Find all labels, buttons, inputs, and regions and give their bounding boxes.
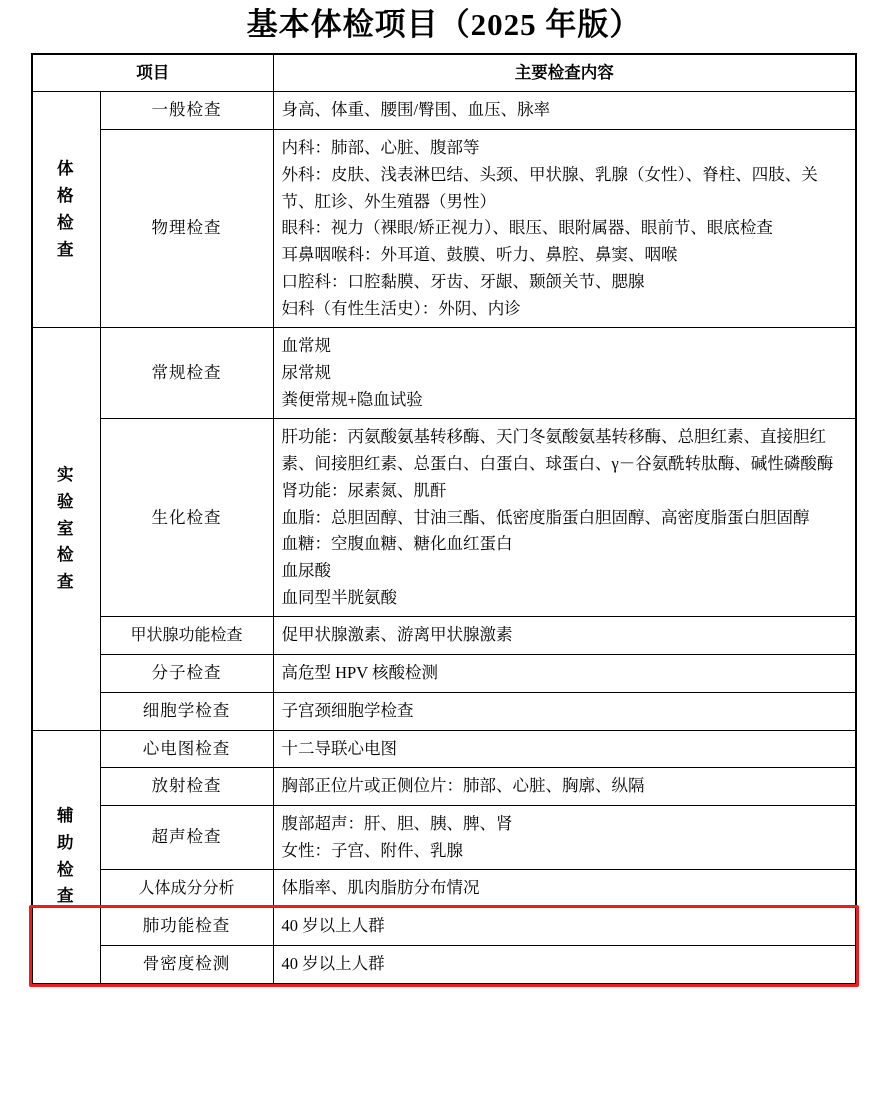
column-header-item: 项目 bbox=[32, 54, 273, 92]
table-row bbox=[32, 655, 856, 693]
subitem-content: 子宫颈细胞学检查 bbox=[273, 692, 856, 730]
table-row bbox=[32, 768, 856, 806]
subitem-label: 骨密度检测 bbox=[100, 945, 273, 983]
group-label-auxiliary: 辅 助 检 查 bbox=[32, 730, 100, 984]
table-row bbox=[32, 692, 856, 730]
table-row bbox=[32, 130, 856, 328]
subitem-label: 甲状腺功能检查 bbox=[100, 617, 273, 655]
subitem-content: 40 岁以上人群 bbox=[273, 945, 856, 983]
table-row bbox=[32, 419, 856, 617]
group-label-physical: 体 格 检 查 bbox=[32, 92, 100, 328]
subitem-label: 人体成分分析 bbox=[100, 870, 273, 908]
table-row bbox=[32, 92, 856, 130]
subitem-label: 肺功能检查 bbox=[100, 908, 273, 946]
subitem-content: 身高、体重、腰围/臀围、血压、脉率 bbox=[273, 92, 856, 130]
subitem-label: 放射检查 bbox=[100, 768, 273, 806]
table-row bbox=[32, 730, 856, 768]
subitem-label: 物理检查 bbox=[100, 130, 273, 328]
subitem-label: 超声检查 bbox=[100, 806, 273, 870]
table-header-row bbox=[32, 54, 856, 92]
page-title bbox=[0, 0, 888, 53]
subitem-content: 肝功能：丙氨酸氨基转移酶、天门冬氨酸氨基转移酶、总胆红素、直接胆红素、间接胆红素、总蛋白、白蛋白、球蛋白、γ－谷氨酰转肽酶、碱性磷酸酶 肾功能：尿素氮、肌酐 血脂：总胆固醇、甘油三酯、低密度脂蛋白胆固醇、高密度脂蛋白胆固醇 血糖：空腹血糖、糖化血红蛋白 血尿酸 血同型半胱氨酸 bbox=[273, 419, 856, 617]
subitem-content: 胸部正位片或正侧位片：肺部、心脏、胸廓、纵隔 bbox=[273, 768, 856, 806]
subitem-content: 腹部超声：肝、胆、胰、脾、肾 女性：子宫、附件、乳腺 bbox=[273, 806, 856, 870]
table-row bbox=[32, 617, 856, 655]
subitem-label: 生化检查 bbox=[100, 419, 273, 617]
page-title-main: 基本体检项目 bbox=[246, 7, 439, 42]
group-label-laboratory: 实 验 室 检 查 bbox=[32, 328, 100, 730]
subitem-content: 体脂率、肌肉脂肪分布情况 bbox=[273, 870, 856, 908]
subitem-content: 促甲状腺激素、游离甲状腺激素 bbox=[273, 617, 856, 655]
table-row bbox=[32, 328, 856, 419]
page-title-suffix: （2025 年版） bbox=[438, 7, 642, 42]
subitem-label: 分子检查 bbox=[100, 655, 273, 693]
subitem-label: 心电图检查 bbox=[100, 730, 273, 768]
subitem-label: 细胞学检查 bbox=[100, 692, 273, 730]
column-header-content: 主要检查内容 bbox=[273, 54, 856, 92]
exam-items-table bbox=[31, 53, 857, 985]
table-row-highlighted bbox=[32, 908, 856, 946]
table-row-highlighted bbox=[32, 945, 856, 983]
table-row bbox=[32, 870, 856, 908]
subitem-label: 一般检查 bbox=[100, 92, 273, 130]
table-row bbox=[32, 806, 856, 870]
subitem-label: 常规检查 bbox=[100, 328, 273, 419]
subitem-content: 高危型 HPV 核酸检测 bbox=[273, 655, 856, 693]
subitem-content: 40 岁以上人群 bbox=[273, 908, 856, 946]
subitem-content: 血常规 尿常规 粪便常规+隐血试验 bbox=[273, 328, 856, 419]
subitem-content: 内科：肺部、心脏、腹部等 外科：皮肤、浅表淋巴结、头颈、甲状腺、乳腺（女性）、脊柱、四肢、关节、肛诊、外生殖器（男性） 眼科：视力（裸眼/矫正视力）、眼压、眼附属器、眼前节、眼底检查 耳鼻咽喉科：外耳道、鼓膜、听力、鼻腔、鼻窦、咽喉 口腔科：口腔黏膜、牙齿、牙龈、颞颌关节、腮腺 妇科（有性生活史）：外阴、内诊 bbox=[273, 130, 856, 328]
subitem-content: 十二导联心电图 bbox=[273, 730, 856, 768]
